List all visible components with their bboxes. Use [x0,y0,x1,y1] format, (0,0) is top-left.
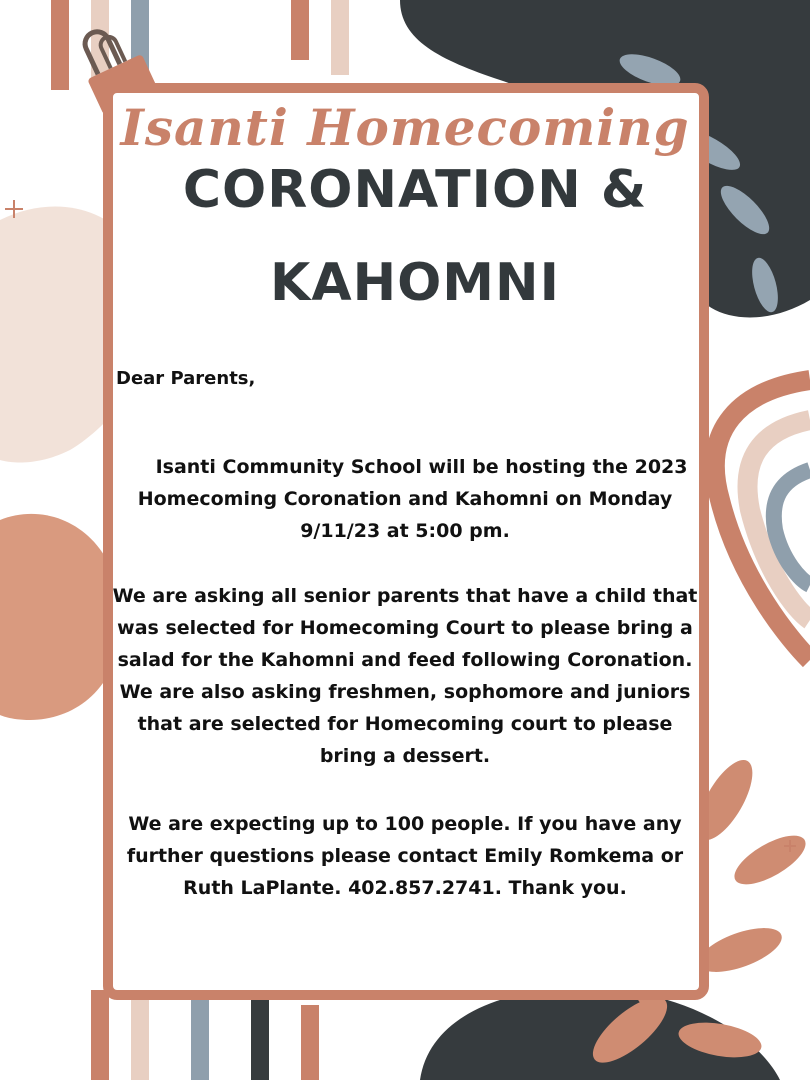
contact-paragraph: We are expecting up to 100 people. If you have any further questions please contact Emily Romkema or Ruth LaPlante. 402.857.2741. Thank you. [126,813,684,899]
title-script: Isanti Homecoming [120,98,690,157]
rainbow-bottom-left [100,990,310,1080]
request-paragraph: We are asking all senior parents that have a child that was selected for Homecoming Court to please bring a salad for the Kahomni and feed following Coronation. We are also asking freshmen, sophomore and juniors that are selected for Homecoming court to please bring a dessert. [112,585,698,767]
event-paragraph: Isanti Community School will be hosting the 2023 Homecoming Coronation and Kahomni on Monday 9/11/23 at 5:00 pm. [122,456,688,542]
heart-rainbow-right [715,380,810,660]
greeting: Dear Parents, [116,368,256,389]
title-kahomni: KAHOMNI [270,253,560,313]
title-coronation: CORONATION & [182,160,648,220]
